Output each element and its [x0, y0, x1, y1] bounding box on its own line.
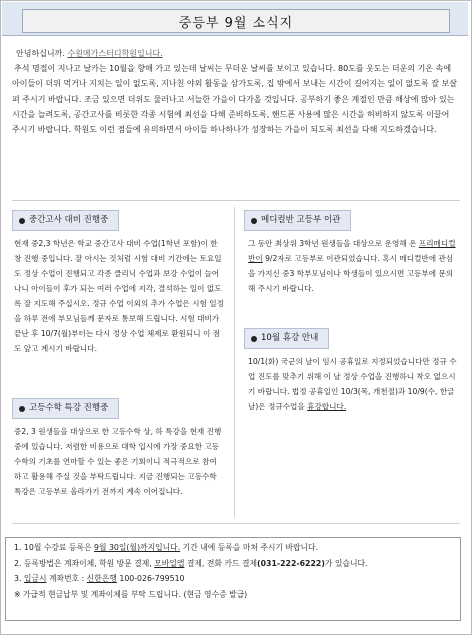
tuition-notice-box [5, 537, 461, 621]
section-midterm [12, 210, 224, 356]
intro-body: 추석 명절이 지나고 날카는 10월을 향해 가고 있는데 날씨는 무더운 날씨를 보이고 있습니다. 80도를 웃도는 더운의 기온 속에 아이들이 더위 먹거나 지치는 일이 없도록, 지나친 야외 활동을 삼가도록, 집 밖에서 보내는 시간이 길어지는 일이 없도록 잘 보살펴 주시기 바랍니다. 조금 있으면 더위도 물러나고 서늘한 가을이 다가올 것입니다. 공부하기 좋은 계절인 만큼 해상에 많아 있는 시간을 늘려도록, 공간고사를 비롯한 각종 시험에 최선을 다해 준비하도록, 핸드폰 사용에 많은 시간을 허비하지 않도록 이끌어 주시기 바랍니다. 학원도 이런 점들에 유의하면서 아이들 하나하나가 성장하는 가을이 되도록 최선을 다해 지도하겠습니다. [12, 64, 457, 135]
notice-line-4: ※ 가급적 현금납부 및 계좌이체를 부탁 드립니다. (현금 영수증 발급) [14, 589, 248, 599]
notice-line-2-tail: 가 있습니다. [324, 558, 368, 568]
section-october-break [244, 328, 458, 414]
section-body-medical [248, 236, 458, 296]
notice-line-2-mid: 결제, 전화 카드 결제 [184, 558, 258, 568]
notice-line-1-lead: 1. 10월 수강료 등록은 [14, 543, 94, 552]
section-body-math-special: 중2, 3 원생들을 대상으로 한 고등수학 상, 하 특강을 현재 진행 중에 있습니다. 저렴한 비용으로 대학 입시에 가장 중요한 고등수학의 기초를 연마할 수 있는 좋은 기회이니 적극적으로 참여하고 활용해 주실 것을 부탁드립니다. 지금 진행되는 고등수학 특강은 고등부로 올라가기 전까지 계속 이어집니다. [14, 427, 222, 496]
notice-line-2-phone: (031-222-6222) [257, 558, 325, 568]
divider [12, 200, 460, 201]
medical-body-tail: 9/2자로 고등부로 이관되었습니다. 혹시 메디컬반에 관심을 가지신 중3 학부모님이나 학생들이 있으시면 고등부에 문의해 주시기 바랍니다. [248, 254, 454, 293]
bullet-icon [251, 336, 257, 342]
section-title-medical [244, 210, 351, 231]
notice-line-3-mid: 계좌번호 : [46, 574, 87, 583]
intro-section [12, 46, 458, 137]
section-title-label: 고등수학 특강 진행중 [29, 403, 109, 413]
section-title-label: 중간고사 대비 진행중 [29, 215, 109, 225]
notice-line-1 [14, 540, 460, 556]
notice-line-3-bank: 신한은행 [86, 574, 117, 583]
intro-greeting: 안녕하십니까. [16, 49, 65, 58]
section-medical [244, 210, 458, 296]
section-title-label: 메디컬반 고등부 이관 [261, 215, 341, 225]
notice-line-1-deadline: 9월 30일(월)까지입니다. [94, 543, 181, 552]
section-title-math-special [12, 398, 119, 419]
medical-body-underlined: 프리메디컬반이 [248, 239, 456, 263]
bullet-icon [251, 218, 257, 224]
notice-line-3-lead: 3. [14, 574, 24, 583]
bullet-icon [19, 406, 25, 412]
section-title-october-break [244, 328, 329, 349]
title-bar [2, 2, 468, 36]
notice-line-2-mobile-app: 모바일앱 [154, 558, 185, 568]
notice-line-3 [14, 571, 460, 587]
section-title-label: 10월 휴강 안내 [261, 333, 319, 343]
medical-body-lead: 그 동안 최상위 3학년 원생들을 대상으로 운영해 온 [248, 239, 419, 248]
october-body-lead: 10/1(화) 국군의 날이 임시 공휴일로 지정되었습니다만 정규 수업 진도를 맞추기 위해 이 날 정상 수업을 진행하니 착오 없으시기 바랍니다. 법정 공휴일인 10/3(목, 개천절)과 10/9(수, 한글날)은 정규수업을 [248, 357, 457, 411]
notice-line-2 [14, 556, 460, 572]
section-body-midterm: 현재 중2,3 학년은 학교 중간고사 대비 수업(1학년 포함)이 한창 진행 중입니다. 잘 아시는 것처럼 시험 대비 기간에는 토요일도 정상 수업이 진행되고 각종 클리닉 수업과 보강 수업이 늘어나니 아이들이 후가 되는 여러 수업에 지각, 결석하는 일이 없도록 잘 지도해 주십시오. 정규 수업 이외의 추가 수업은 시험 일정을 하루 전에 부모님들께 문자로 통보해 드립니다. 시험 대비가 끝난 후 10/7(월)부터는 다시 정상 수업 체제로 환원되니 이 점도 앞고 계시기 바랍니다. [14, 239, 224, 353]
october-body-underlined: 휴강합니다. [307, 402, 347, 411]
section-body-october-break [248, 354, 458, 414]
section-math-special [12, 398, 224, 499]
bullet-icon [19, 218, 25, 224]
page-title: 중등부 9월 소식지 [22, 9, 450, 33]
notice-line-3-deposit: 입금시 [23, 574, 47, 583]
notice-line-2-lead: 2. 등록방법은 계좌이체, 학원 방문 결제, [14, 558, 155, 568]
notice-line-1-tail: 기간 내에 등록을 마쳐 주시기 바랍니다. [180, 543, 319, 552]
intro-academy-name: 수원메가스터디학원입니다. [67, 49, 163, 58]
divider [12, 523, 460, 524]
section-title-midterm [12, 210, 119, 231]
column-divider [234, 207, 235, 517]
notice-line-3-account: 100-026-799510 [116, 574, 185, 583]
